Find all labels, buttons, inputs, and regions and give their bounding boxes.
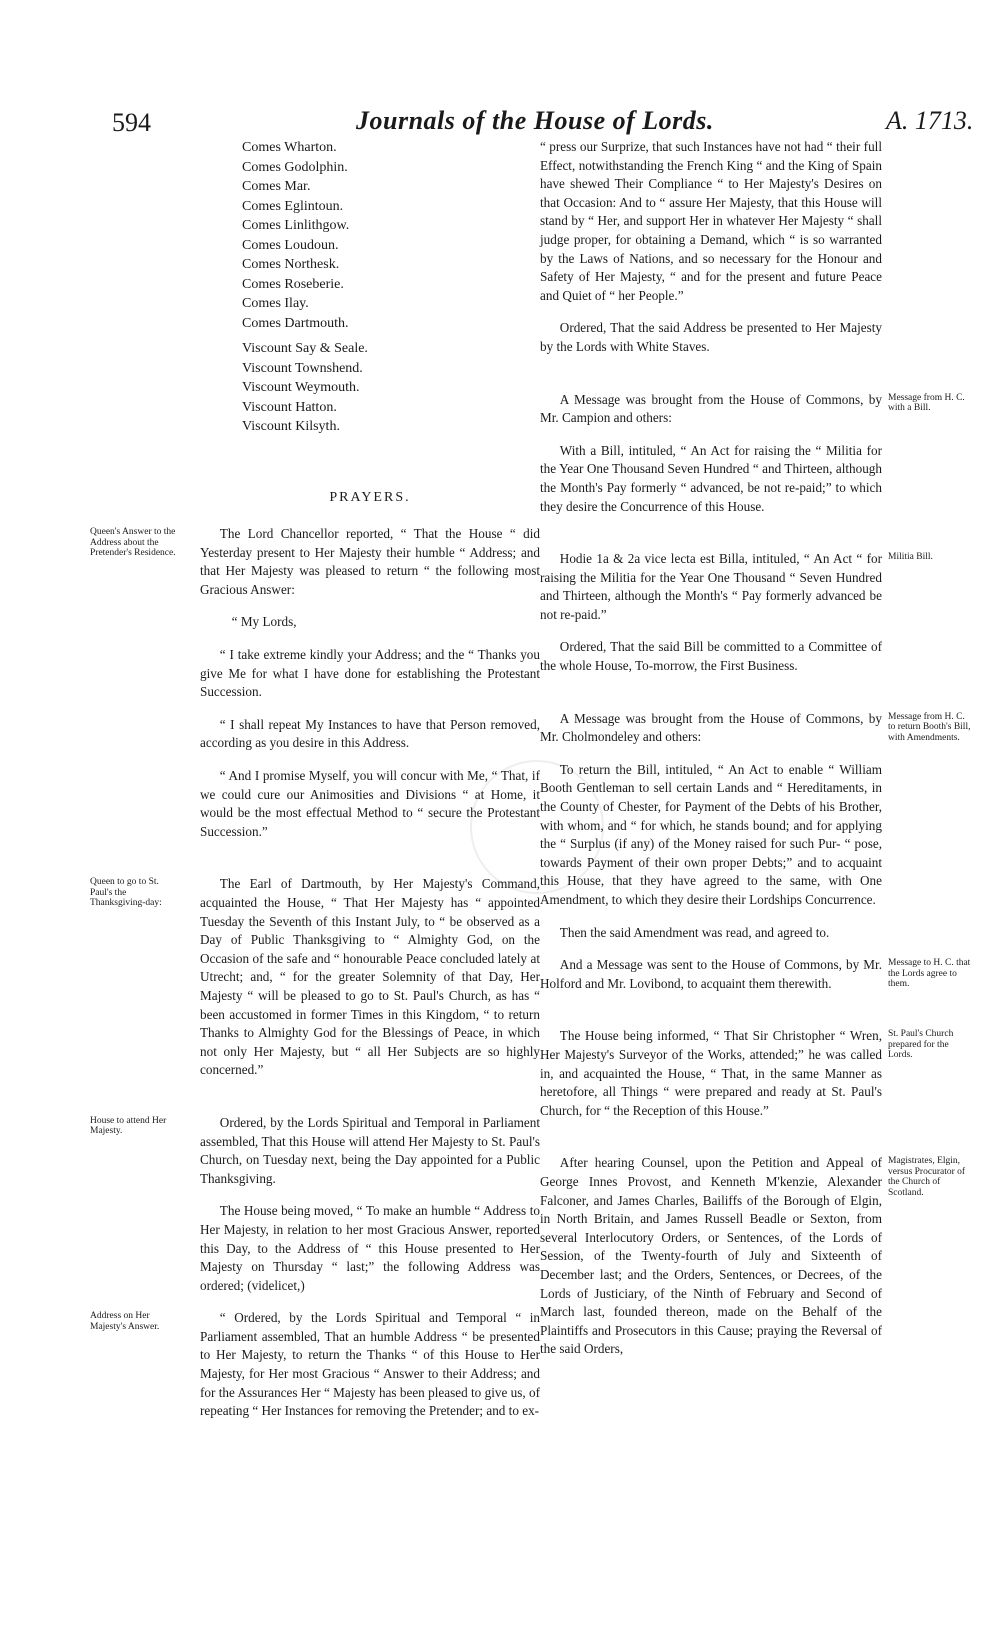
year-label: A. 1713. bbox=[886, 106, 974, 135]
entry-message-bill bbox=[540, 391, 965, 428]
paragraph: The House being informed, “ That Sir Christopher “ Wren, Her Majesty's Surveyor of the Works, attended;” he was called in, and acquainted the House, “ That, in the same Manner as heretofore, all Things “ were prepared and ready at St. Paul's Church, for “ the Reception of this House.” bbox=[540, 1028, 882, 1118]
paragraph: Ordered, by the Lords Spiritual and Temporal in Parliament assembled, That this House will attend Her Majesty to St. Paul's Church, on Tuesday next, being the Day appointed for a Public Thanksgiving. bbox=[200, 1114, 540, 1186]
margin-note: Message from H. C. with a Bill. bbox=[888, 392, 965, 414]
attendee: Comes Northesk. bbox=[242, 257, 340, 272]
paragraph: With a Bill, intituled, “ An Act for raising the “ Militia for the Year One Thousand Seven Hundred “ and Thirteen, although the Month's Pay formerly “ advanced, be not re-paid;” to which they desire the Concurrence of this House. bbox=[540, 442, 882, 514]
attendee: Comes Godolphin. bbox=[242, 159, 348, 175]
entry-wren bbox=[540, 1027, 954, 1120]
entry-address bbox=[90, 1309, 540, 1421]
entry-attend bbox=[90, 1114, 540, 1188]
viscounts-list bbox=[242, 339, 540, 437]
attendee: Comes Roseberie. bbox=[242, 276, 344, 292]
margin-note: Queen to go to St. Paul's the Thanksgiving-day: bbox=[90, 877, 162, 909]
attendee: Comes Ilay. bbox=[242, 296, 309, 311]
paragraph: “ I shall repeat My Instances to have that Person removed, according as you desire in this Address. bbox=[200, 716, 540, 751]
margin-note: St. Paul's Church prepared for the Lords. bbox=[888, 1029, 954, 1061]
paragraph: “ Ordered, by the Lords Spiritual and Temporal “ in Parliament assembled, That an humble Address “ be presented to Her Majesty, to return the Thanks “ of this House to Her Majesty, for Her most Gracious “ Answer to their Address; and for the Assurances Her “ Majesty has been pleased to give us, of repeating “ Her Instances for removing the Pretender; and to ex- bbox=[200, 1310, 540, 1419]
right-column bbox=[540, 138, 971, 1373]
paragraph: Then the said Amendment was read, and agreed to. bbox=[559, 924, 830, 940]
margin-note: Queen's Answer to the Address about the Pretender's Residence. bbox=[90, 527, 176, 559]
margin-note: House to attend Her Majesty. bbox=[90, 1115, 167, 1137]
entry-militia bbox=[540, 550, 933, 624]
attendee: Comes Mar. bbox=[242, 179, 311, 194]
attendee: Viscount Hatton. bbox=[242, 399, 337, 415]
paragraph: A Message was brought from the House of Commons, by Mr. Cholmondeley and others: bbox=[540, 710, 882, 745]
running-title: Journals of the House of Lords. bbox=[356, 106, 714, 135]
prayers-heading: PRAYERS. bbox=[329, 489, 411, 505]
paragraph: The Lord Chancellor reported, “ That the House “ did Yesterday present to Her Majesty their humble “ Address; and that Her Majesty was pleased to return “ the following most Gracious Answer: bbox=[200, 526, 540, 597]
attendee: Comes Wharton. bbox=[242, 140, 337, 155]
paragraph: The House being moved, “ To make an humble “ Address to Her Majesty, in relation to her most Gracious Answer, reported this Day, to the Address of “ this House presented to Her Majesty on Thursday “ last;” the following Address was ordered; (videlicet,) bbox=[200, 1203, 540, 1293]
attendee: Comes Loudoun. bbox=[242, 237, 339, 253]
comites-list bbox=[242, 138, 540, 333]
paragraph: Ordered, That the said Bill be committed to a Committee of the whole House, To-morrow, the First Business. bbox=[540, 639, 882, 674]
paragraph: After hearing Counsel, upon the Petition and Appeal of George Innes Provost, and Kenneth M'kenzie, Alexander Falconer, and James Charles, Bailiffs of the Borough of Elgin, in North Britain, and James Russell Beadle or Sexton, from several Interlocutory Orders, or Sentences, of the Lords of Session, of the Twenty-fourth of July and Sixteenth of December last; and the Orders, Sentences, or Decrees, of the Lords of Justiciary, of the Ninth of February and Second of March last, founded thereon, made on the Behalf of the Plaintiffs and Prosecutors in this Cause; praying the Reversal of the said Orders, bbox=[540, 1155, 882, 1357]
paragraph: The Earl of Dartmouth, by Her Majesty's Command, acquainted the House, “ That Her Majesty has “ appointed Tuesday the Seventh of this Instant July, to “ be observed as a Day of Public Thanksgiving to “ Almighty God, on the Occasion of the safe and “ honourable Peace concluded lately at Utrecht; and, “ for the greater Solemnity of that Day, Her Majesty “ will be pleased to go to St. Paul's Church, as has “ been accustomed in former Times in this Kingdom, “ to return Thanks to Almighty God for the Blessings of Peace, in which not only Her Majesty, but “ all Her Subjects are so highly concerned.” bbox=[200, 876, 540, 1078]
margin-note: Message from H. C. to return Booth's Bill, with Amendments. bbox=[888, 711, 971, 743]
paragraph: “ press our Surprize, that such Instances have not had “ their full Effect, notwithstanding the French King “ and the King of Spain have shewed Their Compliance “ to Her Majesty's Desires on that Occasion: And to “ assure Her Majesty, that this House will stand by “ Her, and support Her in whatever Her Majesty “ shall judge proper, for obtaining a Demand, which “ is so warranted by the Laws of Nations, and so necessary for the Honour and Safety of Her Majesty, “ and for the present and future Peace and Quiet of “ her People.” bbox=[540, 139, 882, 303]
paragraph: A Message was brought from the House of Commons, by Mr. Campion and others: bbox=[540, 391, 882, 426]
entry-queens-answer bbox=[90, 525, 540, 599]
attendee: Viscount Townshend. bbox=[242, 360, 363, 376]
margin-note: Militia Bill. bbox=[888, 552, 933, 563]
attendee: Comes Linlithgow. bbox=[242, 218, 350, 233]
paragraph: To return the Bill, intituled, “ An Act to enable “ William Booth Gentleman to sell certain Lands and “ Hereditaments, in the County of Chester, for Payment of the Debts of his Brother, with whom, and “ for which, he stands bound; and for applying the “ Surplus (if any) of the Money raised for such Pur- “ pose, towards Payment of their own proper Debts;” and to acquaint this House, that they have agreed to the same, with One Amendment, to which they desire their Lordships Concurrence. bbox=[540, 761, 882, 907]
paragraph: Hodie 1a & 2a vice lecta est Billa, intituled, “ An Act “ for raising the Militia for the Year One Thousand “ Seven Hundred and Thirteen, although the Month's “ Pay formerly advanced be not re-paid.” bbox=[540, 551, 882, 622]
attendee: Comes Eglintoun. bbox=[242, 198, 344, 214]
attendee: Viscount Kilsyth. bbox=[242, 419, 340, 434]
attendee: Viscount Weymouth. bbox=[242, 380, 360, 395]
entry-booth bbox=[540, 710, 971, 747]
paragraph: “ And I promise Myself, you will concur with Me, “ That, if we could cure our Animosities and Divisions “ at Home, it would be the most effectual Method to “ secure the Protestant Succession.” bbox=[200, 768, 540, 839]
margin-note: Address on Her Majesty's Answer. bbox=[90, 1311, 160, 1332]
attendee: Viscount Say & Seale. bbox=[242, 341, 368, 356]
entry-agree bbox=[540, 956, 971, 993]
paragraph: And a Message was sent to the House of Commons, by Mr. Holford and Mr. Lovibond, to acquaint them therewith. bbox=[540, 957, 882, 991]
page-header bbox=[0, 102, 992, 142]
attendee: Comes Dartmouth. bbox=[242, 315, 349, 331]
margin-note: Message to H. C. that the Lords agree to them. bbox=[888, 958, 971, 990]
margin-note: Magistrates, Elgin, versus Procurator of the Church of Scotland. bbox=[888, 1156, 966, 1198]
page-number: 594 bbox=[112, 108, 151, 137]
left-column bbox=[90, 138, 540, 1435]
entry-appeal bbox=[540, 1154, 966, 1359]
paragraph: Ordered, That the said Address be presented to Her Majesty by the Lords with White Staves. bbox=[540, 320, 882, 354]
paragraph: “ My Lords, bbox=[231, 614, 297, 630]
paragraph: “ I take extreme kindly your Address; and the “ Thanks you give Me for what I have done for establishing the Protestant Succession. bbox=[200, 647, 540, 700]
entry-st-pauls bbox=[90, 875, 540, 1080]
